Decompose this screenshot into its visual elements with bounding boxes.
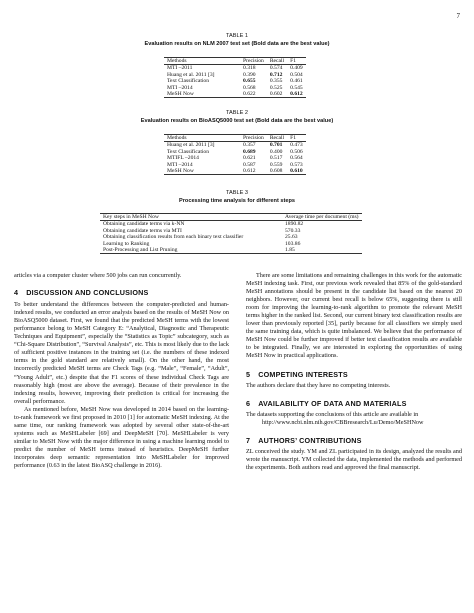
table-cell: 0.409: [290, 65, 303, 72]
column-header: Methods: [167, 58, 187, 64]
paragraph: articles via a computer cluster where 500 jobs can run concurrently.: [14, 272, 182, 279]
column-header: Average time per document (ms): [285, 214, 359, 220]
column-header: Precision: [243, 58, 264, 64]
table-cell: Obtaining classification results from each binary text classifier: [103, 234, 244, 241]
section-number: 5: [246, 369, 251, 379]
table-cell: 0.517: [269, 155, 283, 162]
paragraph: The authors declare that they have no competing interests.: [246, 381, 391, 389]
table-cell: 0.506: [290, 148, 303, 155]
table-cell: 25.63: [285, 234, 298, 241]
table-cell: 0.602: [269, 91, 283, 98]
column-header: Key steps in MeSH Now: [103, 214, 159, 220]
section-title: AVAILABILITY OF DATA AND MATERIALS: [258, 398, 407, 408]
section-title: DISCUSSION AND CONCLUSIONS: [26, 288, 149, 298]
table-cell: Learning to Ranking: [103, 240, 150, 247]
table1: [164, 57, 306, 98]
right-column: [246, 272, 462, 472]
section-heading: [246, 371, 462, 379]
table-row: [164, 65, 306, 72]
table-cell: 0.568: [243, 84, 256, 91]
section-title: COMPETING INTERESTS: [258, 369, 348, 379]
column-header: F1: [290, 58, 297, 64]
table-cell: 0.504: [290, 71, 303, 78]
table-cell: 0.622: [243, 91, 256, 98]
column-header: Recall: [269, 58, 285, 64]
paragraph: ZL conceived the study. YM and ZL participated in its design, analyzed the results and wrote the manuscript. YM collected the data, implemented the methods and performed the experiments. Both authors read and approved the final manuscript.: [246, 447, 462, 471]
page-number: 7: [456, 12, 460, 20]
table2-label: TABLE 2: [226, 110, 248, 116]
table-row: [164, 168, 306, 175]
table-cell: 0.612: [243, 168, 256, 175]
column-header: Precision: [243, 135, 264, 141]
table-cell: 0.390: [243, 71, 256, 78]
table3-caption: Processing time analysis for different steps: [179, 198, 295, 204]
section-number: 6: [246, 398, 251, 408]
paragraph: To better understand the differences between the computer-predicted and human-indexed results, we conducted an error analysis based on the results of MeSH Now on BioASQ5000 dataset. First, we found that the predicted MeSH terms with the lowest performance belong to MeSH Category E: “Analytical, Diagnostic and Therapeutic Techniques and Equipment”, especially the “Statistics as Topic” subcategory, such as “Chi-Square Distribution”, “Survival Analysis”, etc. This is most likely due to the lack of sufficient positive instances in the training set (i.e. the numbers of these indexed terms in the gold standard are relatively small). On the other hand, the most incorrectly predicted MeSH terms are Check Tags (e.g. “Male”, “Female”, “Adult”, “Young Adult”, etc.) despite that the F1 scores of these individual Check Tags are reasonably high (most are above the average). Because of their prevalence in the indexing results, however, improving their prediction is critical for increasing the overall performance.: [14, 301, 229, 405]
table-cell: 1.85: [285, 247, 295, 254]
table-cell: 0.621: [243, 155, 256, 162]
table-cell: Obtaining candidate terms via k-NN: [103, 221, 185, 228]
table-cell: MTI –2011: [167, 65, 193, 72]
table-header-row: [100, 214, 362, 221]
table3: [100, 213, 362, 254]
table1-caption: Evaluation results on NLM 2007 test set (Bold data are the best value): [144, 41, 330, 47]
table-row: [164, 91, 306, 98]
table2: [164, 134, 306, 175]
table-row: [100, 221, 362, 228]
table-cell: 0.574: [269, 65, 283, 72]
table-cell: MTI –2014: [167, 84, 193, 91]
section-number: 4: [14, 288, 19, 298]
column-header: Recall: [269, 135, 285, 141]
section-title: AUTHORS’ CONTRIBUTIONS: [258, 435, 362, 445]
table-cell: 0.655: [243, 78, 256, 85]
table-cell: Huang et al. 2011 [3]: [167, 142, 215, 149]
table-cell: 0.608: [269, 168, 283, 175]
table-cell: 0.610: [290, 168, 303, 175]
table-cell: MTI –2014: [167, 161, 193, 168]
table-cell: 0.564: [290, 155, 303, 162]
table-cell: 0.573: [290, 161, 303, 168]
table-row: [100, 247, 362, 254]
table-cell: MTIFL –2014: [167, 155, 199, 162]
table-cell: Text Classification: [167, 148, 210, 155]
table-cell: 0.355: [269, 78, 283, 85]
column-header: Methods: [167, 135, 187, 141]
table-header-row: [164, 135, 306, 142]
table-cell: MeSH Now: [167, 168, 194, 175]
table-cell: 0.701: [269, 142, 283, 149]
table-cell: Text Classification: [167, 78, 210, 85]
table-cell: 0.689: [243, 148, 256, 155]
table-cell: 0.400: [269, 148, 283, 155]
table-cell: 0.712: [269, 71, 283, 78]
table-cell: 0.473: [290, 142, 303, 149]
section-number: 7: [246, 435, 251, 445]
left-column: [14, 272, 229, 470]
table-cell: 0.318: [243, 65, 256, 72]
table-cell: Obtaining candidate terms via MTI: [103, 227, 182, 234]
column-header: F1: [290, 135, 297, 141]
table-cell: 0.357: [243, 142, 256, 149]
table-cell: Post-Processing and List Pruning: [103, 247, 178, 254]
table-cell: 0.612: [290, 91, 303, 98]
table-cell: 103.86: [285, 240, 301, 247]
table-cell: MeSH Now: [167, 91, 194, 98]
table-cell: 0.559: [269, 161, 283, 168]
table-cell: 0.587: [243, 161, 256, 168]
section-heading: [14, 289, 229, 297]
table-cell: 0.461: [290, 78, 303, 85]
table-cell: 0.525: [269, 84, 283, 91]
paragraph: As mentioned before, MeSH Now was developed in 2014 based on the learning-to-rank framework we first proposed in 2010 [1] for automatic MeSH indexing. At the same time, our ranking framework was adopted by several other state-of-the-art systems such as MeSHLabeler [69] and DeepMeSH [70]. MeSHLabeler is very similar to MeSH Now with the major difference in using a machine learning model to predict the number of MeSH terms instead of heuristics. DeepMeSH further incorporates deep semantic representation into MeSHLabeler for improved performance (0.63 in the latest BioASQ challenge in 2016).: [14, 405, 229, 470]
table1-label: TABLE 1: [226, 33, 248, 39]
table-cell: 1890.82: [285, 221, 304, 228]
table-cell: Huang et al. 2011 [3]: [167, 71, 215, 78]
table-header-row: [164, 58, 306, 65]
paragraph: There are some limitations and remaining challenges in this work for the automatic MeSH indexing task. First, our previous work revealed that 85% of the gold-standard MeSH annotations should be present in the candidate list based on the nearest 20 neighbors. However, our current best recall is below 65%, suggesting there is still room for improving the learning-to-rank algorithm to promote the relevant MeSH terms higher in the ranked list. Second, our current binary text classification results are lower than previously reported [35], partly because for all classifiers we simply used the same training data, which is quite imbalanced. We believe that the performance of MeSH Now could be further improved if better text classification results are available to be integrated. Finally, we are interested in exploring the opportunities of using MeSH Now in practical applications.: [246, 272, 462, 360]
table-cell: 0.545: [290, 84, 303, 91]
section-heading: [246, 400, 462, 408]
section-heading: [246, 437, 462, 445]
table-row: [164, 142, 306, 149]
data-url-link[interactable]: http://www.ncbi.nlm.nih.gov/CBBresearch/Lu/Demo/MeSHNow: [262, 418, 424, 426]
table-cell: 570.33: [285, 227, 301, 234]
table2-caption: Evaluation results on BioASQ5000 test set (Bold data are the best value): [140, 118, 334, 124]
table3-label: TABLE 3: [226, 190, 248, 196]
paragraph: The datasets supporting the conclusions of this article are available in: [246, 410, 419, 418]
